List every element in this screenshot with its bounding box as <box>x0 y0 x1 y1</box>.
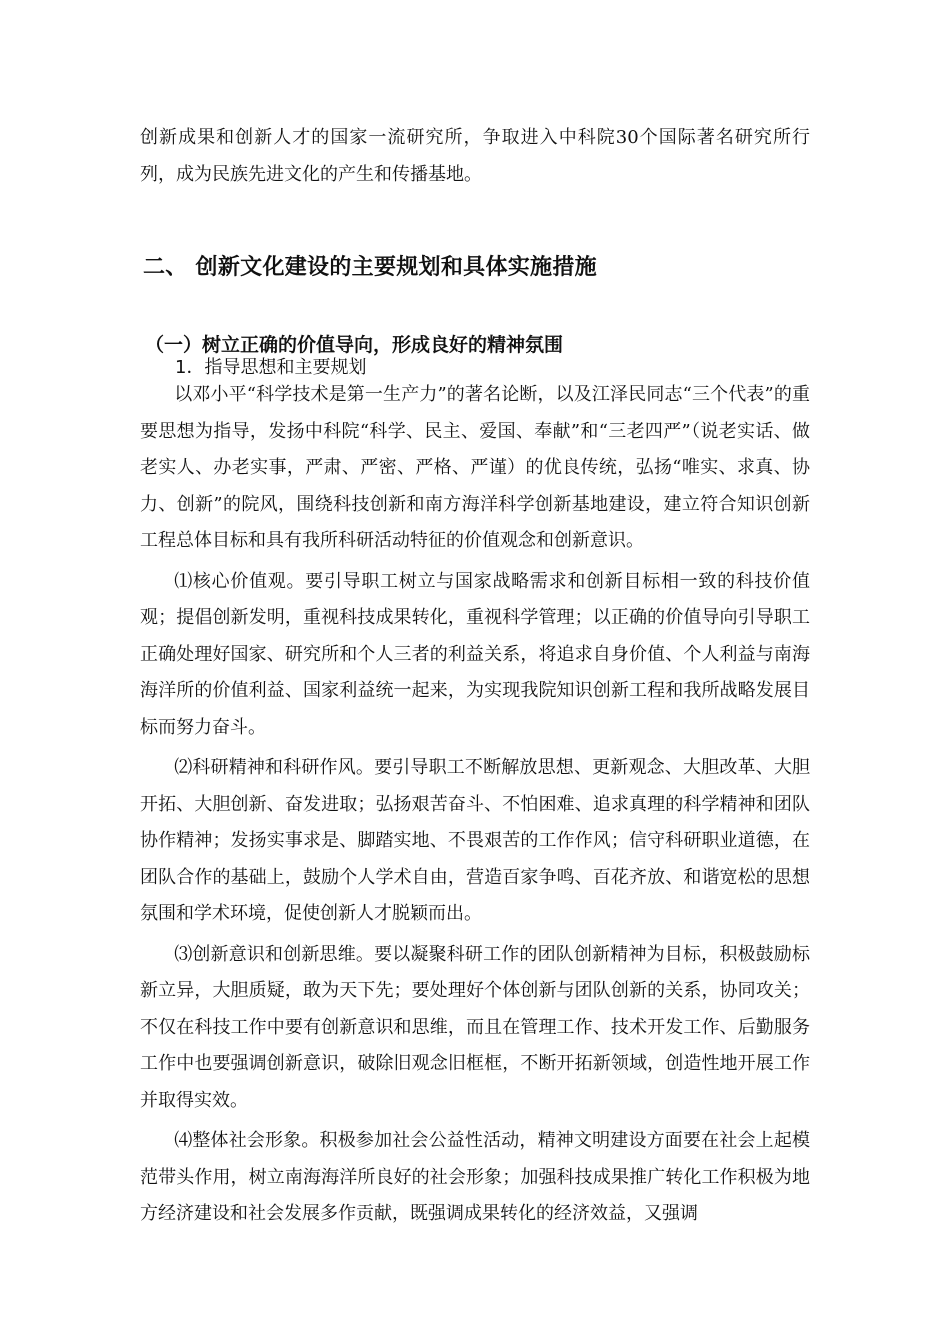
body-block <box>140 377 810 1233</box>
body-paragraph-guiding: 以邓小平“科学技术是第一生产力”的著名论断，以及江泽民同志“三个代表”的重要思想为指导，发扬中科院“科学、民主、爱国、奉献”和“三老四严”（说老实话、做老实人、办老实事，严肃、严密、严格、严谨）的优良传统，弘扬“唯实、求真、协力、创新”的院风，围绕科技创新和南方海洋科学创新基地建设，建立符合知识创新工程总体目标和具有我所科研活动特征的价值观念和创新意识。 <box>140 384 810 551</box>
intro-paragraph: 创新成果和创新人才的国家一流研究所，争取进入中科院30个国际著名研究所行列，成为民族先进文化的产生和传播基地。 <box>140 127 810 185</box>
body-paragraph-social-image: ⑷整体社会形象。积极参加社会公益性活动，精神文明建设方面要在社会上起模范带头作用，树立南海海洋所良好的社会形象；加强科技成果推广转化工作积极为地方经济建设和社会发展多作贡献，既强调成果转化的经济效益，又强调 <box>140 1130 810 1224</box>
body-paragraph-core-values: ⑴核心价值观。要引导职工树立与国家战略需求和创新目标相一致的科技价值观；提倡创新发明，重视科技成果转化，重视科学管理；以正确的价值导向引导职工正确处理好国家、研究所和个人三者的利益关系，将追求自身价值、个人利益与南海海洋所的价值利益、国家利益统一起来，为实现我院知识创新工程和我所战略发展目标而努力奋斗。 <box>140 570 810 738</box>
intro-block <box>140 120 810 193</box>
section-heading: 二、 创新文化建设的主要规划和具体实施措施 <box>143 255 597 280</box>
item-heading: 1．指导思想和主要规划 <box>175 357 367 378</box>
body-paragraph-innovation: ⑶创新意识和创新思维。要以凝聚科研工作的团队创新精神为目标，积极鼓励标新立异，大胆质疑，敢为天下先；要处理好个体创新与团队创新的关系，协同攻关；不仅在科技工作中要有创新意识和思维，而且在管理工作、技术开发工作、后勤服务工作中也要强调创新意识，破除旧观念旧框框，不断开拓新领域，创造性地开展工作并取得实效。 <box>140 943 810 1111</box>
body-paragraph-research-spirit: ⑵科研精神和科研作风。要引导职工不断解放思想、更新观念、大胆改革、大胆开拓、大胆创新、奋发进取；弘扬艰苦奋斗、不怕困难、追求真理的科学精神和团队协作精神；发扬实事求是、脚踏实地、不畏艰苦的工作作风；信守科研职业道德，在团队合作的基础上，鼓励个人学术自由，营造百家争鸣、百花齐放、和谐宽松的思想氛围和学术环境，促使创新人才脱颖而出。 <box>140 757 810 924</box>
subsection-heading: （一）树立正确的价值导向，形成良好的精神氛围 <box>145 334 564 356</box>
